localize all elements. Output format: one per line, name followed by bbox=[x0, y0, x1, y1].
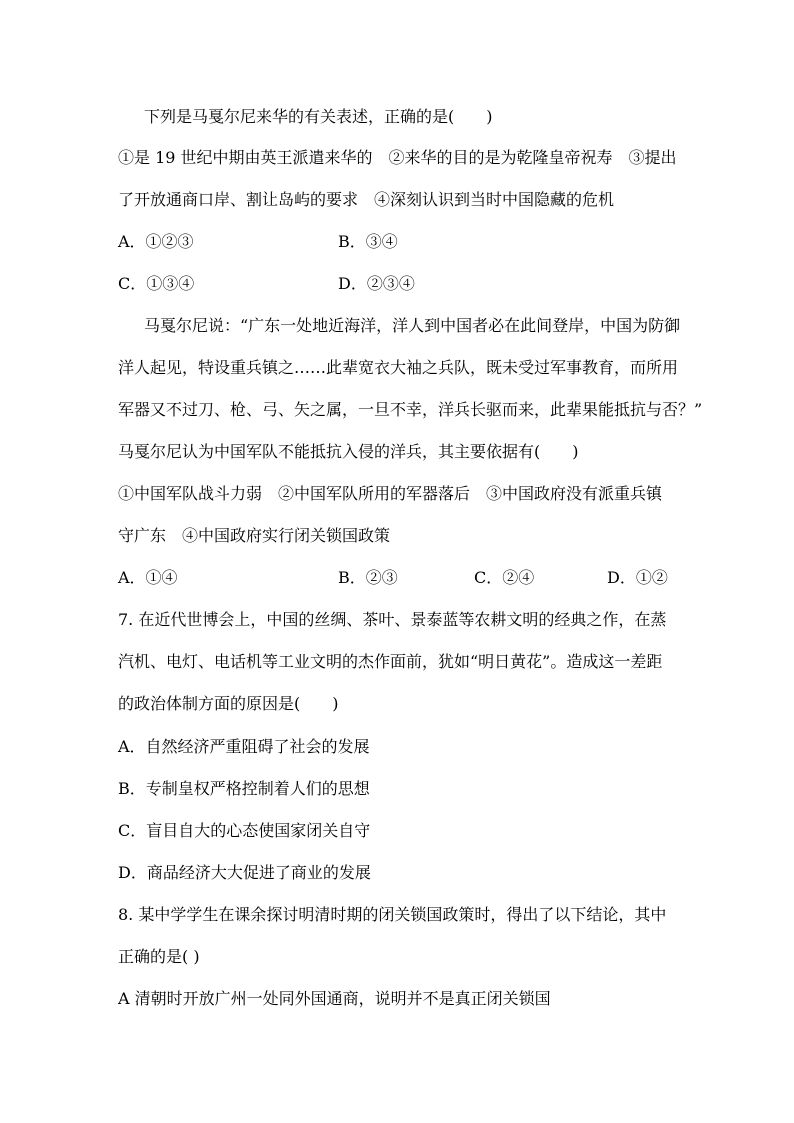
q5-statements-line2: 了开放通商口岸、割让岛屿的要求 ④深刻认识到当时中国隐藏的危机 bbox=[118, 190, 615, 209]
q8-line2: 正确的是( ) bbox=[118, 947, 200, 966]
q6-line3: 军器又不过刀、枪、弓、矢之属，一旦不幸，洋兵长驱而来，此辈果能抵抗与否？” bbox=[118, 400, 703, 419]
q7-line2: 汽机、电灯、电话机等工业文明的杰作面前，犹如“明日黄花”。造成这一差距 bbox=[118, 652, 663, 671]
q5-option-d: D．②③④ bbox=[338, 274, 415, 293]
q6-option-b: B．②③ bbox=[338, 568, 398, 587]
q5-option-c: C．①③④ bbox=[118, 274, 195, 293]
q6-option-c: C．②④ bbox=[474, 568, 535, 587]
q5-stem: 下列是马戛尔尼来华的有关表述，正确的是( ) bbox=[144, 107, 493, 126]
q7-option-c: C．盲目自大的心态使国家闭关自守 bbox=[118, 821, 371, 840]
q6-line1: 马戛尔尼说：“广东一处地近海洋，洋人到中国者必在此间登岸，中国为防御 bbox=[144, 316, 681, 335]
q6-line2: 洋人起见，特设重兵镇之……此辈宽衣大袖之兵队，既未受过军事教育，而所用 bbox=[118, 358, 679, 377]
q5-option-a: A．①②③ bbox=[118, 232, 194, 251]
q5-statements-line1: ①是 19 世纪中期由英王派遣来华的 ②来华的目的是为乾隆皇帝祝寿 ③提出 bbox=[118, 148, 677, 167]
q7-option-d: D．商品经济大大促进了商业的发展 bbox=[118, 863, 371, 882]
q7-line3: 的政治体制方面的原因是( ) bbox=[118, 694, 339, 713]
q6-statements-line1: ①中国军队战斗力弱 ②中国军队所用的军器落后 ③中国政府没有派重兵镇 bbox=[118, 484, 663, 503]
q6-option-d: D．①② bbox=[607, 568, 668, 587]
q6-line4: 马戛尔尼认为中国军队不能抵抗入侵的洋兵，其主要依据有( ) bbox=[118, 442, 579, 461]
q8-option-a: A 清朝时开放广州一处同外国通商，说明并不是真正闭关锁国 bbox=[118, 989, 551, 1008]
q6-option-a: A．①④ bbox=[118, 568, 178, 587]
q7-option-b: B．专制皇权严格控制着人们的思想 bbox=[118, 779, 370, 798]
q8-line1: 8. 某中学学生在课余探讨明清时期的闭关锁国政策时，得出了以下结论，其中 bbox=[118, 905, 667, 924]
q7-option-a: A．自然经济严重阻碍了社会的发展 bbox=[118, 737, 370, 756]
q6-statements-line2: 守广东 ④中国政府实行闭关锁国政策 bbox=[118, 526, 391, 545]
q5-option-b: B．③④ bbox=[338, 232, 398, 251]
q7-line1: 7. 在近代世博会上，中国的丝绸、茶叶、景泰蓝等农耕文明的经典之作，在蒸 bbox=[118, 610, 667, 629]
